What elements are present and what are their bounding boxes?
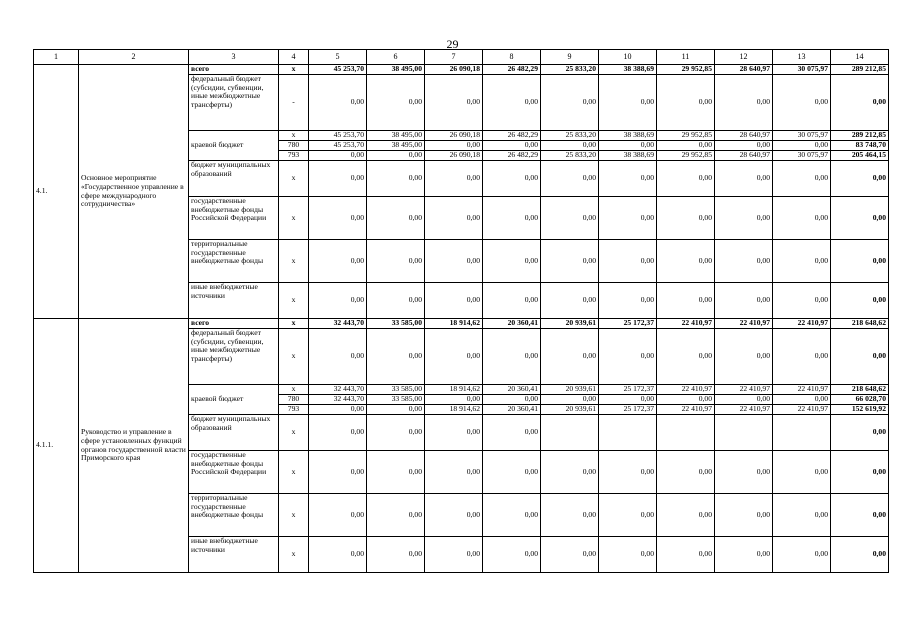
value-cell: 0,00 [483,197,541,240]
value-cell: 32 443,70 [309,395,367,405]
value-cell: 0,00 [657,141,715,151]
header-cell: 5 [309,50,367,65]
value-cell: 0,00 [773,537,831,573]
value-cell: 0,00 [483,395,541,405]
section-name: Руководство и управление в сфере установленных функций органов государственной власти Приморского края [79,319,189,573]
code-cell: x [279,161,309,197]
value-cell: 0,00 [483,537,541,573]
value-cell: 0,00 [715,283,773,319]
code-cell: 780 [279,141,309,151]
value-cell: 0,00 [599,240,657,283]
value-cell: 0,00 [483,451,541,494]
value-cell: 33 585,00 [367,319,425,329]
value-cell: 22 410,97 [773,405,831,415]
header-cell: 7 [425,50,483,65]
value-cell: 0,00 [309,451,367,494]
value-cell: 0,00 [657,537,715,573]
value-cell: 0,00 [309,75,367,131]
value-cell: 0,00 [425,197,483,240]
source-label: иные внебюджетные источники [189,537,279,573]
value-cell: 0,00 [425,494,483,537]
code-cell: x [279,385,309,395]
value-cell: 25 833,20 [541,151,599,161]
value-cell: 0,00 [309,283,367,319]
value-cell: 0,00 [425,240,483,283]
value-cell: 0,00 [483,415,541,451]
header-cell: 11 [657,50,715,65]
value-cell: 22 410,97 [715,385,773,395]
value-cell: 66 028,70 [831,395,889,405]
section-name: Основное мероприятие «Государственное управление в сфере международного сотрудничества» [79,65,189,319]
value-cell: 28 640,97 [715,131,773,141]
value-cell: 25 172,37 [599,319,657,329]
value-cell: 26 090,18 [425,131,483,141]
value-cell: 0,00 [599,197,657,240]
value-cell: 0,00 [599,494,657,537]
value-cell: 25 833,20 [541,65,599,75]
value-cell: 0,00 [773,494,831,537]
value-cell: 0,00 [599,161,657,197]
header-row [34,50,889,65]
source-label: иные внебюджетные источники [189,283,279,319]
code-cell: 793 [279,405,309,415]
source-label: всего [189,319,279,329]
value-cell: 0,00 [657,75,715,131]
value-cell: 205 464,15 [831,151,889,161]
value-cell: 0,00 [367,283,425,319]
value-cell: 38 388,69 [599,151,657,161]
value-cell: 32 443,70 [309,319,367,329]
value-cell: 38 495,00 [367,131,425,141]
source-label: территориальные государственные внебюджетные фонды [189,494,279,537]
value-cell: 0,00 [599,537,657,573]
value-cell: 0,00 [309,240,367,283]
value-cell: 38 388,69 [599,131,657,141]
value-cell: 0,00 [831,161,889,197]
header-cell: 10 [599,50,657,65]
value-cell: 83 748,70 [831,141,889,151]
code-cell: x [279,494,309,537]
value-cell: 0,00 [773,161,831,197]
value-cell: 26 090,18 [425,151,483,161]
code-cell: x [279,319,309,329]
value-cell: 32 443,70 [309,385,367,395]
value-cell: 0,00 [367,329,425,385]
value-cell: 218 648,62 [831,319,889,329]
value-cell [715,415,773,451]
value-cell: 0,00 [309,197,367,240]
value-cell: 29 952,85 [657,151,715,161]
value-cell: 0,00 [599,75,657,131]
value-cell: 28 640,97 [715,151,773,161]
value-cell: 0,00 [831,329,889,385]
value-cell: 0,00 [541,141,599,151]
value-cell: 0,00 [657,161,715,197]
code-cell: - [279,75,309,131]
value-cell: 0,00 [831,451,889,494]
value-cell: 20 939,61 [541,405,599,415]
header-cell: 6 [367,50,425,65]
value-cell: 0,00 [309,494,367,537]
header-cell: 8 [483,50,541,65]
value-cell: 0,00 [367,415,425,451]
value-cell: 0,00 [541,395,599,405]
value-cell: 25 833,20 [541,131,599,141]
value-cell: 33 585,00 [367,385,425,395]
value-cell: 0,00 [483,494,541,537]
value-cell: 0,00 [773,141,831,151]
value-cell: 0,00 [367,197,425,240]
value-cell: 0,00 [425,451,483,494]
value-cell: 0,00 [773,329,831,385]
value-cell: 0,00 [715,240,773,283]
page-number: 29 [446,37,459,51]
value-cell: 0,00 [367,537,425,573]
value-cell: 0,00 [425,395,483,405]
value-cell: 0,00 [831,494,889,537]
code-cell: 793 [279,151,309,161]
value-cell: 0,00 [483,283,541,319]
source-label: краевой бюджет [189,131,279,161]
value-cell: 0,00 [425,537,483,573]
value-cell: 45 253,70 [309,131,367,141]
value-cell: 0,00 [483,161,541,197]
code-cell: x [279,537,309,573]
value-cell: 22 410,97 [773,319,831,329]
value-cell: 0,00 [425,141,483,151]
value-cell [773,415,831,451]
value-cell: 0,00 [657,329,715,385]
source-label: всего [189,65,279,75]
value-cell: 0,00 [715,537,773,573]
value-cell: 0,00 [541,197,599,240]
value-cell: 30 075,97 [773,65,831,75]
value-cell: 0,00 [425,75,483,131]
value-cell: 0,00 [367,161,425,197]
header-cell: 9 [541,50,599,65]
value-cell: 0,00 [541,240,599,283]
value-cell: 30 075,97 [773,131,831,141]
value-cell: 0,00 [831,197,889,240]
value-cell: 0,00 [773,283,831,319]
value-cell: 0,00 [425,283,483,319]
value-cell: 0,00 [541,537,599,573]
value-cell: 33 585,00 [367,395,425,405]
value-cell: 0,00 [483,141,541,151]
value-cell: 45 253,70 [309,141,367,151]
code-cell: x [279,131,309,141]
value-cell: 25 172,37 [599,385,657,395]
value-cell: 0,00 [657,283,715,319]
value-cell: 26 090,18 [425,65,483,75]
header-cell: 2 [79,50,189,65]
value-cell: 0,00 [367,240,425,283]
value-cell: 0,00 [367,151,425,161]
value-cell: 0,00 [599,451,657,494]
value-cell: 0,00 [831,283,889,319]
value-cell: 0,00 [831,415,889,451]
header-cell: 14 [831,50,889,65]
header-cell: 13 [773,50,831,65]
code-cell: 780 [279,395,309,405]
value-cell: 152 619,92 [831,405,889,415]
value-cell: 26 482,29 [483,65,541,75]
value-cell: 0,00 [657,197,715,240]
value-cell [599,415,657,451]
section-number: 4.1.1. [34,319,79,573]
value-cell: 0,00 [483,75,541,131]
value-cell: 18 914,62 [425,405,483,415]
code-cell: x [279,65,309,75]
value-cell: 0,00 [309,329,367,385]
value-cell: 22 410,97 [715,405,773,415]
value-cell: 30 075,97 [773,151,831,161]
value-cell: 22 410,97 [715,319,773,329]
value-cell: 0,00 [541,75,599,131]
source-label: федеральный бюджет (субсидии, субвенции, иные межбюджетные трансферты) [189,75,279,131]
value-cell: 0,00 [599,283,657,319]
value-cell: 0,00 [773,75,831,131]
value-cell: 0,00 [541,451,599,494]
code-cell: x [279,451,309,494]
source-label: бюджет муниципальных образований [189,415,279,451]
section-number: 4.1. [34,65,79,319]
value-cell: 0,00 [657,240,715,283]
value-cell: 0,00 [657,395,715,405]
value-cell: 0,00 [715,75,773,131]
value-cell: 0,00 [715,451,773,494]
value-cell: 29 952,85 [657,131,715,141]
value-cell: 0,00 [657,451,715,494]
value-cell: 38 495,00 [367,65,425,75]
value-cell: 0,00 [425,161,483,197]
value-cell: 0,00 [715,494,773,537]
value-cell: 26 482,29 [483,131,541,141]
value-cell: 0,00 [367,75,425,131]
value-cell: 22 410,97 [657,385,715,395]
value-cell: 0,00 [541,283,599,319]
value-cell: 289 212,85 [831,65,889,75]
value-cell: 289 212,85 [831,131,889,141]
value-cell: 0,00 [425,329,483,385]
value-cell: 18 914,62 [425,385,483,395]
header-cell: 4 [279,50,309,65]
value-cell: 0,00 [309,405,367,415]
source-label: территориальные государственные внебюджетные фонды [189,240,279,283]
value-cell: 22 410,97 [773,385,831,395]
source-label: бюджет муниципальных образований [189,161,279,197]
value-cell: 38 388,69 [599,65,657,75]
value-cell: 0,00 [657,494,715,537]
value-cell: 25 172,37 [599,405,657,415]
value-cell: 22 410,97 [657,319,715,329]
value-cell: 0,00 [831,75,889,131]
budget-table [33,49,889,573]
value-cell: 0,00 [367,451,425,494]
value-cell: 28 640,97 [715,65,773,75]
value-cell: 20 939,61 [541,319,599,329]
value-cell: 0,00 [831,240,889,283]
header-cell: 3 [189,50,279,65]
value-cell: 0,00 [831,537,889,573]
source-label: государственные внебюджетные фонды Российской Федерации [189,451,279,494]
header-cell: 1 [34,50,79,65]
table-row [34,319,889,329]
value-cell: 0,00 [715,395,773,405]
value-cell: 0,00 [367,405,425,415]
value-cell: 0,00 [715,197,773,240]
value-cell: 38 495,00 [367,141,425,151]
value-cell: 0,00 [599,329,657,385]
value-cell: 18 914,62 [425,319,483,329]
source-label: федеральный бюджет (субсидии, субвенции, иные межбюджетные трансферты) [189,329,279,385]
source-label: государственные внебюджетные фонды Российской Федерации [189,197,279,240]
value-cell: 0,00 [541,329,599,385]
value-cell: 22 410,97 [657,405,715,415]
value-cell: 20 360,41 [483,385,541,395]
value-cell: 0,00 [367,494,425,537]
header-cell: 12 [715,50,773,65]
value-cell: 0,00 [483,240,541,283]
value-cell: 20 939,61 [541,385,599,395]
value-cell: 0,00 [309,151,367,161]
value-cell: 0,00 [773,240,831,283]
value-cell [657,415,715,451]
value-cell: 0,00 [599,395,657,405]
value-cell: 0,00 [425,415,483,451]
code-cell: x [279,415,309,451]
value-cell: 0,00 [483,329,541,385]
value-cell: 20 360,41 [483,405,541,415]
value-cell: 29 952,85 [657,65,715,75]
code-cell: x [279,197,309,240]
value-cell: 0,00 [773,197,831,240]
value-cell: 0,00 [773,395,831,405]
value-cell: 20 360,41 [483,319,541,329]
value-cell: 0,00 [541,161,599,197]
code-cell: x [279,240,309,283]
value-cell [541,415,599,451]
code-cell: x [279,283,309,319]
value-cell: 0,00 [599,141,657,151]
value-cell: 0,00 [773,451,831,494]
code-cell: x [279,329,309,385]
table-row [34,65,889,75]
value-cell: 0,00 [309,415,367,451]
value-cell: 26 482,29 [483,151,541,161]
value-cell: 0,00 [309,161,367,197]
value-cell: 0,00 [541,494,599,537]
source-label: краевой бюджет [189,385,279,415]
value-cell: 0,00 [715,329,773,385]
value-cell: 0,00 [715,161,773,197]
value-cell: 45 253,70 [309,65,367,75]
value-cell: 218 648,62 [831,385,889,395]
value-cell: 0,00 [309,537,367,573]
value-cell: 0,00 [715,141,773,151]
